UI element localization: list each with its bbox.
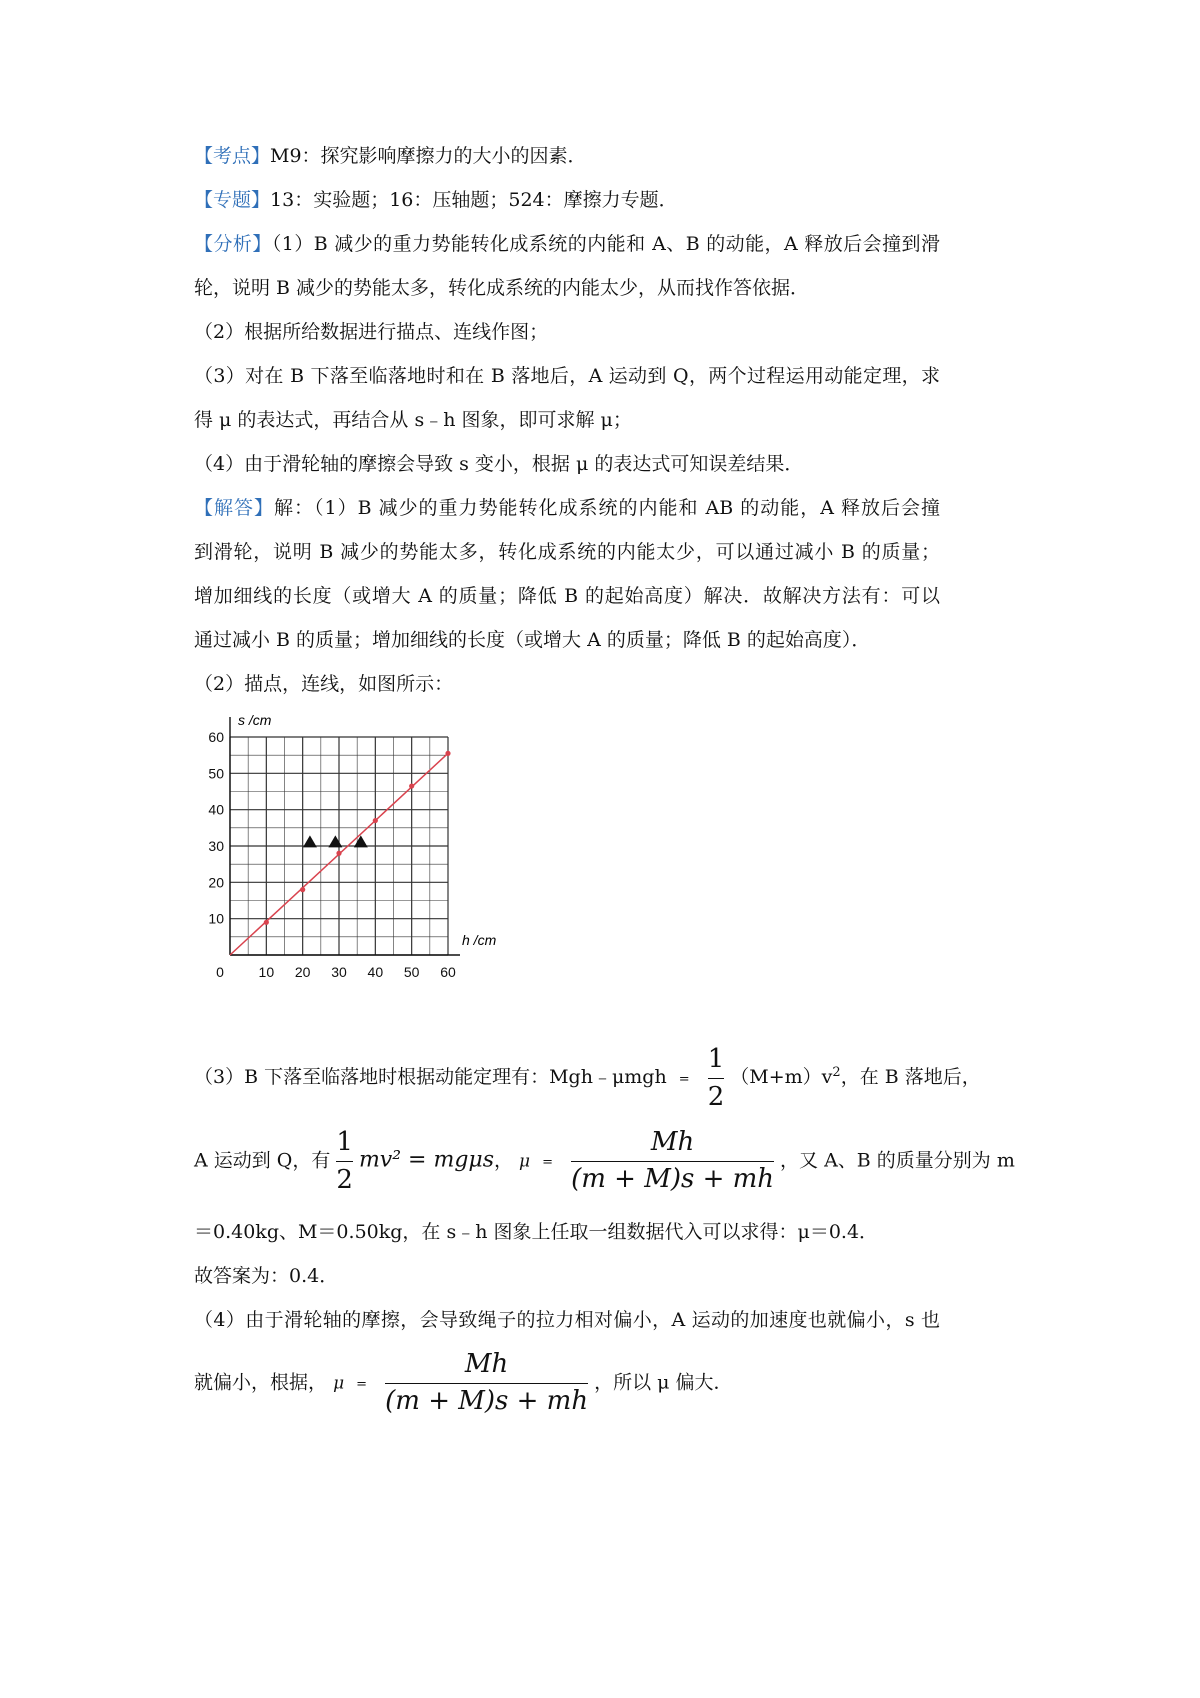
- fenxi-tag: 【分析】: [194, 233, 272, 255]
- jieda-p3c: ＝0.40kg、M＝0.50kg，在 s﹣h 图象上任取一组数据代入可以求得：μ＝0.4．: [194, 1221, 879, 1243]
- fenxi-text-1: （1）B 减少的重力势能转化成系统的内能和 A、B 的动能，A 释放后会撞到滑: [271, 233, 940, 255]
- y-tick-label: 40: [208, 801, 224, 818]
- jieda-p3b-post: ，又 A、B 的质量分别为 m: [780, 1149, 1015, 1172]
- data-point: [373, 818, 378, 823]
- s-h-chart: [200, 705, 497, 990]
- jieda-p3-eq: =: [678, 1072, 690, 1088]
- kaodian-line: [194, 142, 587, 170]
- y-tick-label: 60: [208, 729, 224, 745]
- y-tick-label: 20: [208, 874, 224, 891]
- jieda-p3b-line: A 运动到 Q，有 $\frac{1}{2}$ mv² = mgμs， μ = $\frac{Mh}{(m + M)s + mh}$ ，又 A、B 的质量分别为 m: [194, 1127, 1015, 1195]
- jieda-p2: （2）描点，连线，如图所示：: [194, 673, 454, 695]
- triangle-marker: [354, 835, 368, 847]
- half-fraction-2: [336, 1128, 353, 1194]
- jieda-line-3: 增加细线的长度（或增大 A 的质量；降低 B 的起始高度）解决．故解决方法有：可以: [194, 585, 940, 607]
- half-den: 2: [707, 1081, 725, 1112]
- mu-frac-den-2: (m + M)s + mh: [385, 1385, 589, 1416]
- y-axis-label: s /cm: [238, 712, 272, 728]
- jieda-line-2: 到滑轮，说明 B 减少的势能太多，转化成系统的内能太少，可以通过减小 B 的质量；: [194, 541, 940, 563]
- data-point: [445, 751, 450, 756]
- jieda-p4a: （4）由于滑轮轴的摩擦，会导致绳子的拉力相对偏小，A 运动的加速度也就偏小，s 也: [194, 1309, 940, 1331]
- mu-fraction-2: [385, 1350, 588, 1417]
- mu-fraction: [571, 1128, 774, 1195]
- mu-symbol: μ: [519, 1151, 531, 1172]
- x-tick-label: 10: [258, 964, 275, 980]
- jieda-p4b-pre: 就偏小，根据，: [194, 1371, 328, 1394]
- y-tick-label: 50: [208, 765, 224, 782]
- mu-frac-den: (m + M)s + mh: [571, 1163, 775, 1194]
- triangle-marker: [303, 835, 317, 847]
- jieda-p3b-pre: A 运动到 Q，有: [194, 1149, 331, 1172]
- kaodian-tag: 【考点】: [194, 145, 271, 167]
- half-num-2: 1: [336, 1127, 353, 1158]
- x-tick-label: 20: [294, 964, 311, 980]
- fenxi-p3a: （3）对在 B 下落至临落地时和在 B 落地后，A 运动到 Q，两个过程运用动能定理，求: [194, 365, 940, 387]
- fenxi-p3b: 得 μ 的表达式，再结合从 s﹣h 图象，即可求解 μ；: [194, 409, 632, 431]
- jieda-p4b-post: ，所以 μ 偏大．: [594, 1371, 733, 1394]
- data-point: [300, 887, 305, 892]
- y-tick-label: 30: [208, 838, 224, 854]
- chart-marks: [230, 751, 451, 955]
- half-den-2: 2: [336, 1164, 353, 1195]
- mu-symbol-2: μ: [333, 1373, 345, 1394]
- jieda-answer: 故答案为：0.4．: [194, 1265, 339, 1287]
- jieda-p3-pre: （3）B 下落至临落地时根据动能定理有：Mgh﹣μmgh: [194, 1066, 667, 1089]
- chart-ticks: [208, 729, 456, 980]
- zhuanti-line: [194, 186, 678, 214]
- jieda-p4b-line: [194, 1350, 733, 1417]
- jieda-p3-sup: 2: [832, 1064, 841, 1080]
- fenxi-p4: （4）由于滑轮轴的摩擦会导致 s 变小，根据 μ 的表达式可知误差结果．: [194, 453, 804, 475]
- jieda-tag: 【解答】: [194, 497, 274, 519]
- mu-frac-num: Mh: [650, 1127, 695, 1157]
- fenxi-line-2: 轮，说明 B 减少的势能太多，转化成系统的内能太少，从而找作答依据．: [194, 277, 810, 299]
- half-num: 1: [707, 1044, 725, 1074]
- jieda-p3-end: ，在 B 落地后，: [840, 1066, 981, 1089]
- kinetic-eq: mv² = mgμs: [358, 1147, 494, 1173]
- chart-axes: [230, 717, 460, 955]
- data-point: [409, 783, 414, 788]
- mu-eq-sign-2: =: [356, 1377, 368, 1393]
- jieda-line-4: 通过减小 B 的质量；增加细线的长度（或增大 A 的质量；降低 B 的起始高度）．: [194, 629, 871, 651]
- triangle-marker: [328, 835, 342, 847]
- zhuanti-text: 13：实验题；16：压轴题；524：摩擦力专题．: [270, 189, 678, 211]
- x-axis-label: h /cm: [462, 932, 497, 948]
- jieda-p3-post: （M+m）v: [730, 1066, 833, 1089]
- x-tick-label: 30: [331, 964, 347, 980]
- zhuanti-tag: 【专题】: [194, 189, 271, 211]
- y-tick-label: 10: [208, 910, 224, 927]
- jieda-text-1: 解：（1）B 减少的重力势能转化成系统的内能和 AB 的动能，A 释放后会撞: [274, 497, 940, 519]
- x-tick-label: 0: [216, 964, 224, 980]
- mu-eq-sign: =: [542, 1155, 554, 1171]
- fenxi-line-1: [194, 230, 940, 258]
- half-fraction: [708, 1045, 725, 1111]
- x-tick-label: 60: [440, 964, 456, 980]
- kaodian-text: M9：探究影响摩擦力的大小的因素．: [270, 145, 587, 167]
- mu-frac-num-2: Mh: [464, 1349, 509, 1379]
- data-point: [264, 920, 269, 925]
- jieda-p3-line: [194, 1045, 981, 1111]
- data-point: [336, 851, 341, 856]
- x-tick-label: 50: [403, 964, 420, 980]
- jieda-line-1: [194, 494, 940, 522]
- fenxi-p2: （2）根据所给数据进行描点、连线作图；: [194, 321, 549, 343]
- x-tick-label: 40: [367, 964, 384, 980]
